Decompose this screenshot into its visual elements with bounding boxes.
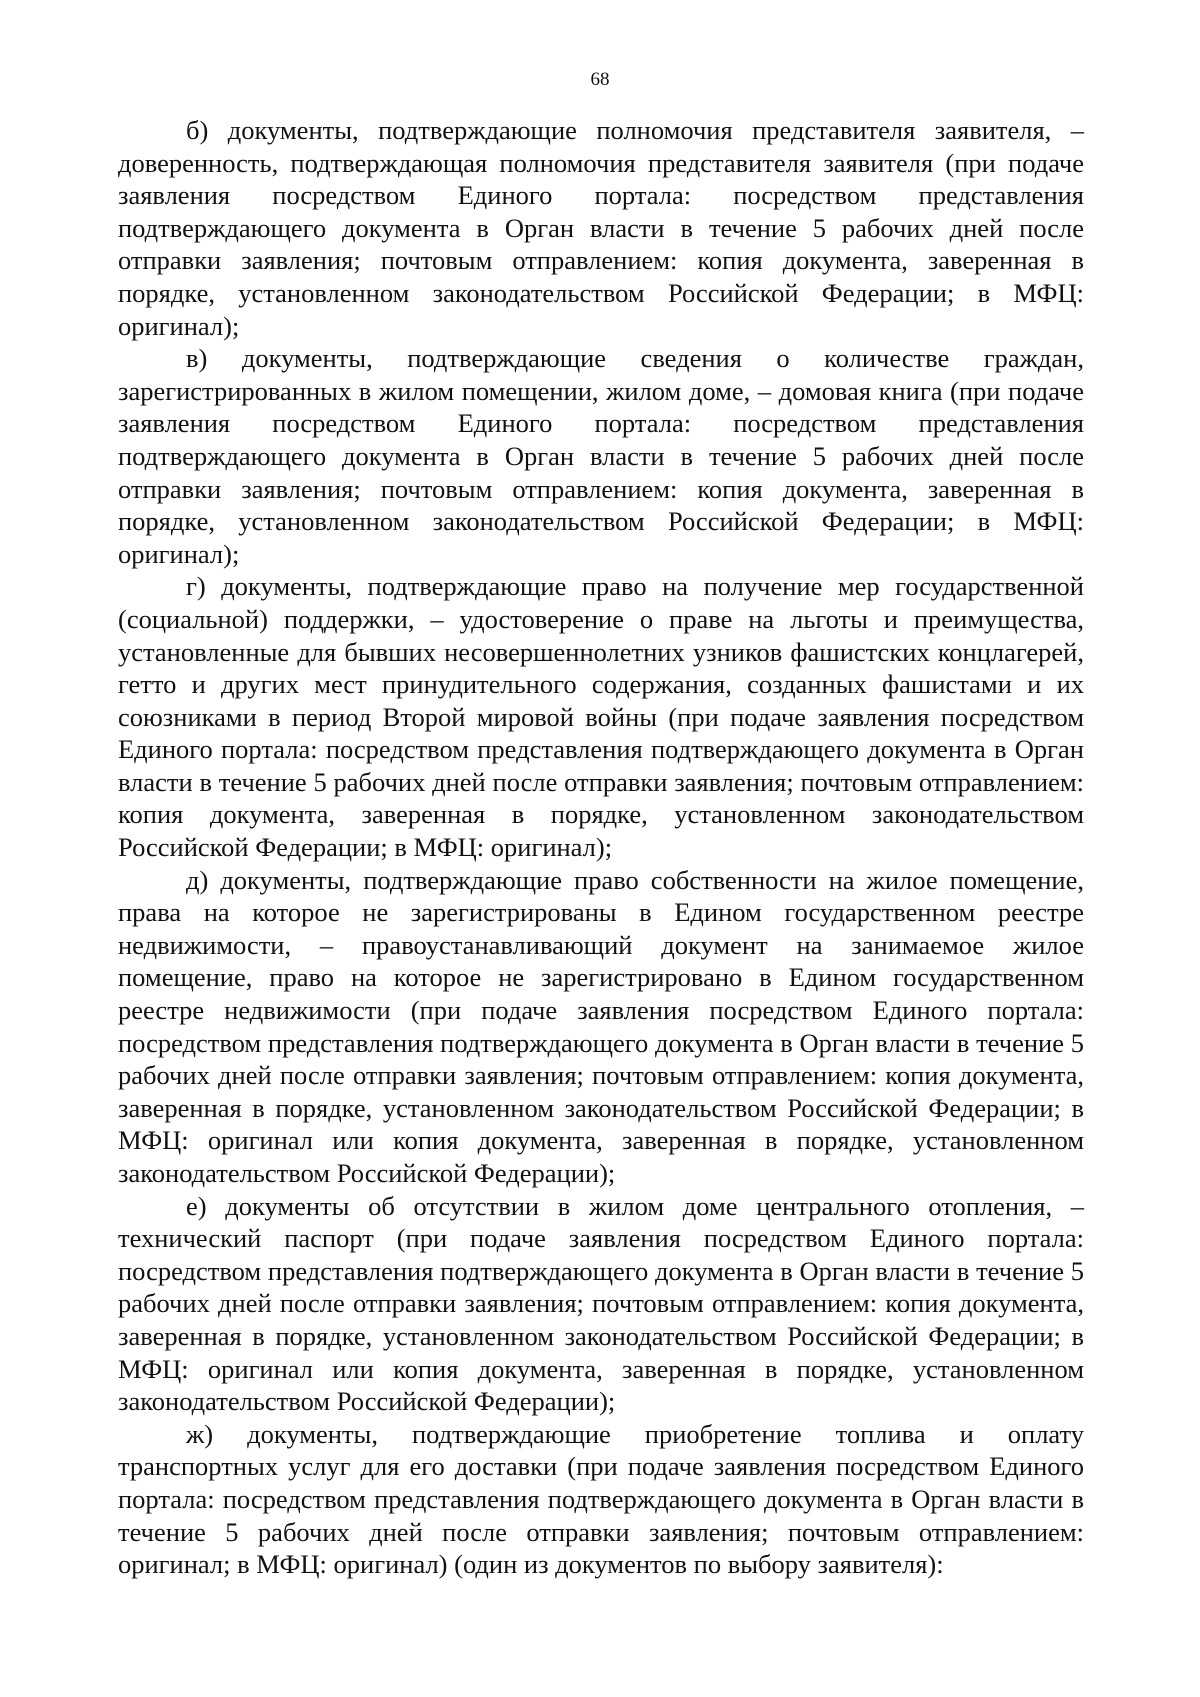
paragraph-v: в) документы, подтверждающие сведения о количестве граждан, зарегистрированных в жилом помещении, жилом доме, – домовая книга (при подаче заявления посредством Единого портала: посредством представления подтверждающего документа в Орган власти в течение 5 рабочих дней после отправки заявления; почтовым отправлением: копия документа, заверенная в порядке, установленном законодательством Российской Федерации; в МФЦ: оригинал); bbox=[118, 343, 1084, 569]
paragraph-b: б) документы, подтверждающие полномочия представителя заявителя, – доверенность, подтверждающая полномочия представителя заявителя (при подаче заявления посредством Единого портала: посредством представления подтверждающего документа в Орган власти в течение 5 рабочих дней после отправки заявления; почтовым отправлением: копия документа, заверенная в порядке, установленном законодательством Российской Федерации; в МФЦ: оригинал); bbox=[118, 115, 1084, 341]
paragraph-e: е) документы об отсутствии в жилом доме центрального отопления, – технический паспорт (при подаче заявления посредством Единого портала: посредством представления подтверждающего документа в Орган власти в течение 5 рабочих дней после отправки заявления; почтовым отправлением: копия документа, заверенная в порядке, установленном законодательством Российской Федерации; в МФЦ: оригинал или копия документа, заверенная в порядке, установленном законодательством Российской Федерации); bbox=[118, 1190, 1084, 1417]
page-number: 68 bbox=[590, 69, 610, 90]
paragraph-d: д) документы, подтверждающие право собственности на жилое помещение, права на которое не зарегистрированы в Едином государственном реестре недвижимости, – правоустанавливающий документ на занимаемое жилое помещение, право на которое не зарегистрировано в Едином государственном реестре недвижимости (при подаче заявления посредством Единого портала: посредством представления подтверждающего документа в Орган власти в течение 5 рабочих дней после отправки заявления; почтовым отправлением: копия документа, заверенная в порядке, установленном законодательством Российской Федерации; в МФЦ: оригинал или копия документа, заверенная в порядке, установленном законодательством Российской Федерации); bbox=[118, 864, 1084, 1188]
paragraph-zh: ж) документы, подтверждающие приобретение топлива и оплату транспортных услуг для его доставки (при подаче заявления посредством Единого портала: посредством представления подтверждающего документа в Орган власти в течение 5 рабочих дней после отправки заявления; почтовым отправлением: оригинал; в МФЦ: оригинал) (один из документов по выбору заявителя): bbox=[118, 1418, 1084, 1580]
paragraph-g: г) документы, подтверждающие право на получение мер государственной (социальной) поддержки, – удостоверение о праве на льготы и преимущества, установленные для бывших несовершеннолетних узников фашистских концлагерей, гетто и других мест принудительного содержания, созданных фашистами и их союзниками в период Второй мировой войны (при подаче заявления посредством Единого портала: посредством представления подтверждающего документа в Орган власти в течение 5 рабочих дней после отправки заявления; почтовым отправлением: копия документа, заверенная в порядке, установленном законодательством Российской Федерации; в МФЦ: оригинал); bbox=[118, 571, 1084, 863]
document-body bbox=[118, 114, 1084, 1581]
